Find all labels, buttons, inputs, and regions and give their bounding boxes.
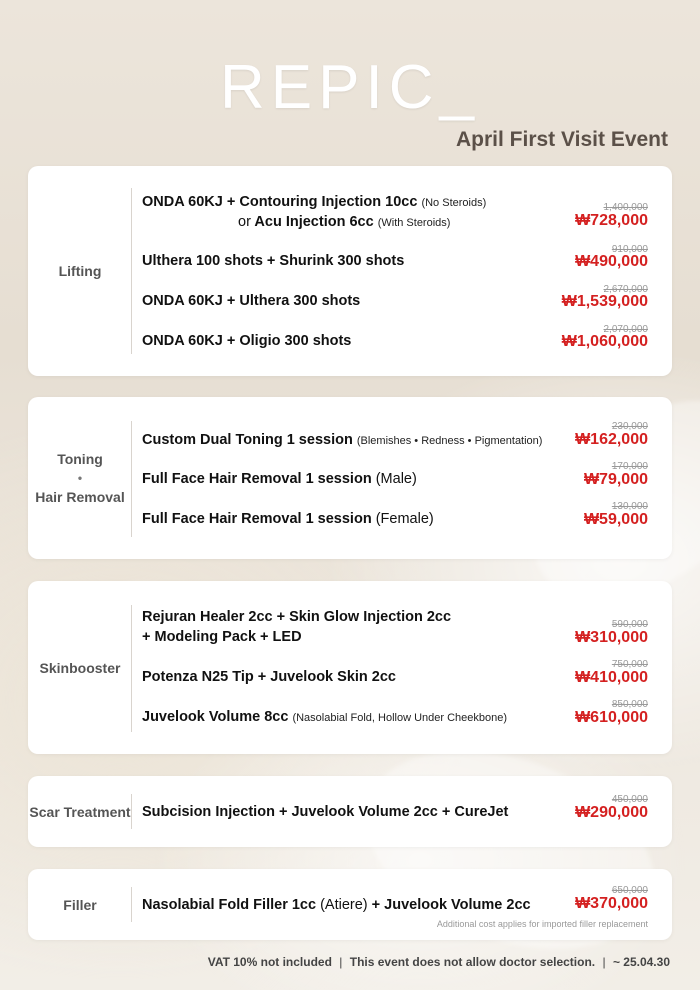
list-item <box>142 244 648 274</box>
separator: | <box>602 955 606 969</box>
item-title: Full Face Hair Removal 1 session <box>142 511 372 527</box>
sale-price: ₩410,000 <box>575 669 648 686</box>
category-line: Hair Removal <box>35 489 125 505</box>
item-title: Full Face Hair Removal 1 session <box>142 471 372 487</box>
original-price: 2,670,000 <box>603 284 648 295</box>
sale-price: ₩610,000 <box>575 709 648 726</box>
divider <box>131 421 132 537</box>
original-price: 170,000 <box>611 461 648 472</box>
item-note: (Male) <box>375 471 417 487</box>
item-title: Ulthera 100 shots + Shurink 300 shots <box>142 253 405 269</box>
list-item <box>142 699 648 729</box>
original-price: 2,070,000 <box>603 324 648 335</box>
event-title: April First Visit Event <box>456 128 668 151</box>
category-label <box>28 397 132 559</box>
original-price: 590,000 <box>611 619 648 630</box>
sale-price: ₩310,000 <box>575 629 648 646</box>
category-line: Toning <box>57 451 103 467</box>
policy-note: This event does not allow doctor selection. <box>349 955 596 969</box>
original-price: 650,000 <box>611 885 648 896</box>
footer <box>208 955 670 969</box>
list-item <box>142 659 648 689</box>
list-item <box>142 324 648 354</box>
sale-price: ₩728,000 <box>575 212 648 229</box>
list-item <box>142 421 648 451</box>
sale-price: ₩370,000 <box>575 895 648 912</box>
original-price: 230,000 <box>611 421 648 432</box>
category-label: Scar Treatment <box>29 803 131 820</box>
item-note: (Atiere) <box>320 897 368 913</box>
original-price: 850,000 <box>611 699 648 710</box>
filler-card <box>28 869 672 940</box>
item-title: Custom Dual Toning 1 session <box>142 432 353 448</box>
item-title: Juvelook Volume 8cc <box>142 709 289 725</box>
sale-price: ₩162,000 <box>575 431 648 448</box>
divider <box>131 605 132 732</box>
event-period: ~ 25.04.30 <box>612 955 670 969</box>
original-price: 750,000 <box>611 659 648 670</box>
lifting-card <box>28 166 672 376</box>
skinbooster-card <box>28 581 672 754</box>
list-item <box>142 885 648 919</box>
category-label: Skinbooster <box>39 659 121 676</box>
sale-price: ₩1,539,000 <box>561 293 648 310</box>
vat-note: VAT 10% not included <box>207 955 332 969</box>
sale-price: ₩59,000 <box>583 511 648 528</box>
original-price: 1,400,000 <box>603 202 648 213</box>
item-note: (No Steroids) <box>421 197 487 209</box>
sale-price: ₩79,000 <box>583 471 648 488</box>
original-price: 450,000 <box>611 794 648 805</box>
item-title: Rejuran Healer 2cc + Skin Glow Injection 2cc <box>142 609 452 625</box>
item-connector: or <box>238 214 251 230</box>
background-petal <box>338 714 681 986</box>
item-title: ONDA 60KJ + Contouring Injection 10cc <box>142 194 418 210</box>
divider <box>131 794 132 829</box>
item-note: (Female) <box>375 511 434 527</box>
item-title: ONDA 60KJ + Oligio 300 shots <box>142 333 352 349</box>
filler-cost-note: Additional cost applies for imported filler replacement <box>436 919 648 929</box>
item-title: Acu Injection 6cc <box>254 214 374 230</box>
list-item <box>142 192 648 232</box>
item-note: (Blemishes • Redness • Pigmentation) <box>356 435 543 447</box>
sale-price: ₩1,060,000 <box>561 333 648 350</box>
list-item <box>142 607 648 651</box>
item-title: + Modeling Pack + LED <box>142 629 302 645</box>
separator: | <box>339 955 343 969</box>
category-label: Filler <box>63 896 97 913</box>
item-note: (With Steroids) <box>377 217 451 229</box>
category-label: Lifting <box>58 263 102 279</box>
scar-treatment-card <box>28 776 672 847</box>
sale-price: ₩490,000 <box>575 253 648 270</box>
list-item <box>142 461 648 491</box>
item-note: (Nasolabial Fold, Hollow Under Cheekbone) <box>292 712 508 724</box>
bullet-dot: • <box>77 471 83 485</box>
item-title: Subcision Injection + Juvelook Volume 2cc + CureJet <box>142 804 509 820</box>
item-title: Potenza N25 Tip + Juvelook Skin 2cc <box>142 669 396 685</box>
list-item <box>142 794 648 828</box>
toning-card <box>28 397 672 559</box>
list-item <box>142 501 648 531</box>
item-title: Nasolabial Fold Filler 1cc <box>142 897 317 913</box>
original-price: 130,000 <box>611 501 648 512</box>
sale-price: ₩290,000 <box>575 804 648 821</box>
brand-logo: REPIC_ <box>220 53 480 122</box>
divider <box>131 887 132 922</box>
divider <box>131 188 132 354</box>
list-item <box>142 284 648 314</box>
item-title: ONDA 60KJ + Ulthera 300 shots <box>142 293 361 309</box>
original-price: 910,000 <box>611 244 648 255</box>
item-title: + Juvelook Volume 2cc <box>371 897 531 913</box>
